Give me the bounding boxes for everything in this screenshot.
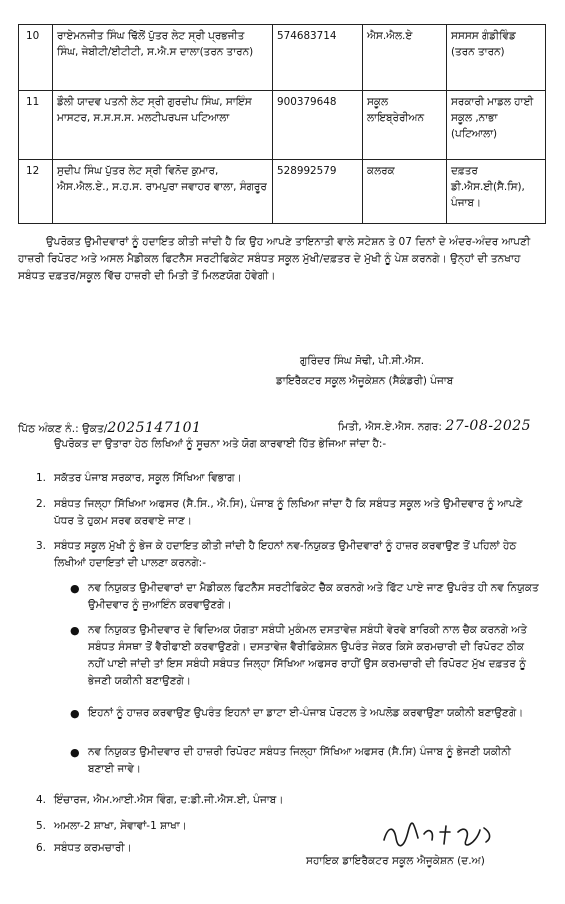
list-item [36,538,541,572]
assistant-designation: ਸਹਾਇਕ ਡਾਇਰੈਕਟਰ ਸਕੂਲ ਐਜੂਕੇਸ਼ਨ (ਦ.ਅ) [306,855,485,867]
candidates-table [18,24,546,224]
list-number: 6. [36,842,47,854]
bullet-icon: ● [70,707,80,720]
instruction-bullets [70,580,540,780]
list-text: ਸਬੰਧਤ ਕਰਮਚਾਰੀ। [54,842,132,854]
serial-cell: 11 [19,91,53,160]
post-cell: ਐਸ.ਐਲ.ਏ [363,25,447,91]
station-cell: ਸਸਸਸ ਗੰਡੀਵਿੰਡ (ਤਰਨ ਤਾਰਨ) [447,25,546,91]
copy-list [36,470,541,580]
post-cell: ਕਲਰਕ [363,160,447,224]
phone-cell: 528992579 [273,160,363,224]
handwritten-signature [380,818,500,852]
list-text: ਅਮਲਾ-2 ਸ਼ਾਖਾ, ਸੇਵਾਵਾਂ-1 ਸ਼ਾਖਾ। [54,820,187,832]
station-cell: ਦਫ਼ਤਰ ਡੀ.ਐਸ.ਈ(ਸੈ.ਸਿ), ਪੰਜਾਬ। [447,160,546,224]
endorsement-date [338,418,531,434]
list-number: 3. [36,540,47,552]
serial-cell: 10 [19,25,53,91]
signatory-name: ਗੁਰਿੰਦਰ ਸਿੰਘ ਸੋਢੀ, ਪੀ.ਸੀ.ਐਸ. [300,355,424,367]
list-text: ਸਬੰਧਤ ਜਿਲ੍ਹਾ ਸਿੱਖਿਆ ਅਫਸਰ (ਸੈ.ਸਿ., ਐ.ਸਿ), ਪੰਜਾਬ ਨੂੰ ਲਿਖਿਆ ਜਾਂਦਾ ਹੈ ਕਿ ਸਬੰਧਤ ਸਕੂਲ ਅਤੇ ਉਮੀਦਵਾਰ ਨੂੰ ਆਪਣੇ ਪੱਧਰ ਤੇ ਹੁਕਮ ਸਰਵ ਕਰਵਾਏ ਜਾਣ। [54,498,523,527]
serial-cell: 12 [19,160,53,224]
name-cell: ਰਾਏਮਨਜੀਤ ਸਿੰਘ ਢਿੱਲੋਂ ਪੁੱਤਰ ਲੇਟ ਸ੍ਰੀ ਪ੍ਰਭਜੀਤ ਸਿੰਘ, ਜੇਬੀਟੀ/ਈਟੀਟੀ, ਸ.ਐ.ਸ ਦਾਲਾ(ਤਰਨ ਤਾਰਨ) [53,25,273,91]
post-cell: ਸਕੂਲ ਲਾਇਬ੍ਰੇਰੀਅਨ [363,91,447,160]
list-text: ਨਵ ਨਿਯੁਕਤ ਉਮੀਦਵਾਰਾਂ ਦਾ ਮੈਡੀਕਲ ਫਿਟਨੈਸ ਸਰਟੀਫਿਕੇਟ ਚੈੱਕ ਕਰਨਗੇ ਅਤੇ ਫਿੱਟ ਪਾਏ ਜਾਣ ਉਪਰੰਤ ਹੀ ਨਵ ਨਿਯੁਕਤ ਉਮੀਦਵਾਰ ਨੂੰ ਜੁਆਇੰਨ ਕਰਵਾਉਣਗੇ। [88,582,539,611]
table-row [19,25,546,91]
list-text: ਇਹਨਾਂ ਨੂੰ ਹਾਜ਼ਰ ਕਰਵਾਉਣ ਉਪਰੰਤ ਇਹਨਾਂ ਦਾ ਡਾਟਾ ਈ-ਪੰਜਾਬ ਪੋਰਟਲ ਤੇ ਅਪਲੋਡ ਕਰਵਾਉਣਾ ਯਕੀਨੀ ਬਣਾਉਣਗੇ। [88,707,524,719]
signatory-designation: ਡਾਇਰੈਕਟਰ ਸਕੂਲ ਐਜੂਕੇਸ਼ਨ (ਸੈਕੰਡਰੀ) ਪੰਜਾਬ [276,375,454,387]
phone-cell: 900379648 [273,91,363,160]
list-text: ਸਬੰਧਤ ਸਕੂਲ ਮੁੱਖੀ ਨੂੰ ਭੇਜ ਕੇ ਹਦਾਇਤ ਕੀਤੀ ਜਾਂਦੀ ਹੈ ਇਹਨਾਂ ਨਵ-ਨਿਯੁਕਤ ਉਮੀਦਵਾਰਾਂ ਨੂੰ ਹਾਜ਼ਰ ਕਰਵਾਉਣ ਤੋਂ ਪਹਿਲਾਂ ਹੇਠ ਲਿਖੀਆਂ ਹਦਾਇਤਾਂ ਦੀ ਪਾਲਣਾ ਕਰਨਗੇ:- [54,540,517,569]
date-value: 27-08-2025 [445,418,532,434]
instruction-paragraph: ਉਪਰੋਕਤ ਉਮੀਦਵਾਰਾਂ ਨੂੰ ਹਦਾਇਤ ਕੀਤੀ ਜਾਂਦੀ ਹੈ ਕਿ ਉਹ ਆਪਣੇ ਤਾਇਨਾਤੀ ਵਾਲੇ ਸਟੇਸ਼ਨ ਤੇ 07 ਦਿਨਾਂ ਦੇ ਅੰਦਰ-ਅੰਦਰ ਆਪਣੀ ਹਾਜ਼ਰੀ ਰਿਪੋਰਟ ਅਤੇ ਅਸਲ ਮੈਡੀਕਲ ਫਿਟਨੈਸ ਸਰਟੀਫਿਕੇਟ ਸਬੰਧਤ ਸਕੂਲ ਮੁੱਖੀ/ਦਫ਼ਤਰ ਦੇ ਮੁੱਖੀ ਨੂੰ ਪੇਸ਼ ਕਰਨਗੇ। ਉਨ੍ਹਾਂ ਦੀ ਤਨਖਾਹ ਸਬੰਧਤ ਦਫ਼ਤਰ/ਸਕੂਲ ਵਿੱਚ ਹਾਜ਼ਰੀ ਦੀ ਮਿਤੀ ਤੋਂ ਮਿਲਣਯੋਗ ਹੋਵੇਗੀ। [18,236,531,282]
list-number: 5. [36,820,47,832]
list-item [36,470,541,487]
bullet-icon: ● [70,746,80,759]
endorsement-line [18,420,201,436]
endorsement-number: 2025147101 [107,420,202,436]
list-text: ਨਵ ਨਿਯੁਕਤ ਉਮੀਦਵਾਰ ਦੀ ਹਾਜ਼ਰੀ ਰਿਪੋਰਟ ਸਬੰਧਤ ਜਿਲ੍ਹਾ ਸਿੱਖਿਆ ਅਫਸਰ (ਸੈ.ਸਿ) ਪੰਜਾਬ ਨੂੰ ਭੇਜਣੀ ਯਕੀਨੀ ਬਣਾਈ ਜਾਵੇ। [88,746,511,775]
signature-scribble-icon [380,818,500,852]
station-cell: ਸਰਕਾਰੀ ਮਾਡਲ ਹਾਈ ਸਕੂਲ ,ਨਾਭਾ (ਪਟਿਆਲਾ) [447,91,546,160]
list-text: ਸਕੱਤਰ ਪੰਜਾਬ ਸਰਕਾਰ, ਸਕੂਲ ਸਿੱਖਿਆ ਵਿਭਾਗ। [54,472,242,484]
list-item [36,496,541,530]
date-label: ਮਿਤੀ, ਐਸ.ਏ.ਐਸ. ਨਗਰ: [338,421,442,433]
table-row [19,91,546,160]
list-number: 2. [36,498,47,510]
list-text: ਇੰਚਾਰਜ, ਐਮ.ਆਈ.ਐਸ ਵਿੰਗ, ਦ:ਡੀ.ਜੀ.ਐਸ.ਈ, ਪੰਜਾਬ। [54,794,284,806]
bullet-icon: ● [70,582,80,595]
endorsement-label: ਪਿੱਠ ਅੰਕਣ ਨੰ.: ਉਕਤ/ [18,423,108,435]
table-row [19,160,546,224]
name-cell: ਸੁਦੀਪ ਸਿੰਘ ਪੁੱਤਰ ਲੇਟ ਸ੍ਰੀ ਵਿਨੋਦ ਕੁਮਾਰ, ਐਸ.ਐਲ.ਏ., ਸ.ਹ.ਸ. ਰਾਮਪੁਰਾ ਜਵਾਹਰ ਵਾਲਾ, ਸੰਗਰੂਰ [53,160,273,224]
list-number: 1. [36,472,47,484]
name-cell: ਡੌਲੀ ਯਾਦਵ ਪਤਨੀ ਲੇਟ ਸ੍ਰੀ ਗੁਰਦੀਪ ਸਿੰਘ, ਸਾਇੰਸ ਮਾਸਟਰ, ਸ.ਸ.ਸ.ਸ. ਮਲਟੀਪਰਪਜ ਪਟਿਆਲਾ [53,91,273,160]
phone-cell: 574683714 [273,25,363,91]
list-text: ਨਵ ਨਿਯੁਕਤ ਉਮੀਦਵਾਰ ਦੇ ਵਿਦਿਅਕ ਯੋਗਤਾ ਸਬੰਧੀ ਮੁਕੰਮਲ ਦਸਤਾਵੇਜ਼ ਸਬੰਧੀ ਵੇਰਵੇ ਬਾਰਿਕੀ ਨਾਲ ਚੈਕ ਕਰਨਗੇ ਅਤੇ ਸਬੰਧਤ ਸੰਸਥਾ ਤੋਂ ਵੈਰੀਫਾਈ ਕਰਵਾਉਣਗੇ। ਦਸਤਾਵੇਜ਼ ਵੈਰੀਫਿਕੇਸ਼ਨ ਉਪਰੰਤ ਜੇਕਰ ਕਿਸੇ ਕਰਮਚਾਰੀ ਦੀ ਰਿਪੋਰਟ ਠੀਕ ਨਹੀਂ ਪਾਈ ਜਾਂਦੀ ਤਾਂ ਇਸ ਸਬੰਧੀ ਸਬੰਧਤ ਜਿਲ੍ਹਾ ਸਿੱਖਿਆ ਅਫਸਰ ਰਾਹੀਂ ਉਸ ਕਰਮਚਾਰੀ ਦੀ ਰਿਪੋਰਟ ਮੁੱਖ ਦਫ਼ਤਰ ਨੂੰ ਭੇਜਣੀ ਯਕੀਨੀ ਬਣਾਉਣਗੇ। [88,624,528,687]
list-number: 4. [36,794,47,806]
endorsement-intro: ਉਪਰੋਕਤ ਦਾ ਉਤਾਰਾ ਹੇਠ ਲਿਖਿਆਂ ਨੂੰ ਸੂਚਨਾ ਅਤੇ ਯੋਗ ਕਾਰਵਾਈ ਹਿੱਤ ਭੇਜਿਆ ਜਾਂਦਾ ਹੈ:- [54,438,387,450]
bullet-icon: ● [70,624,80,637]
